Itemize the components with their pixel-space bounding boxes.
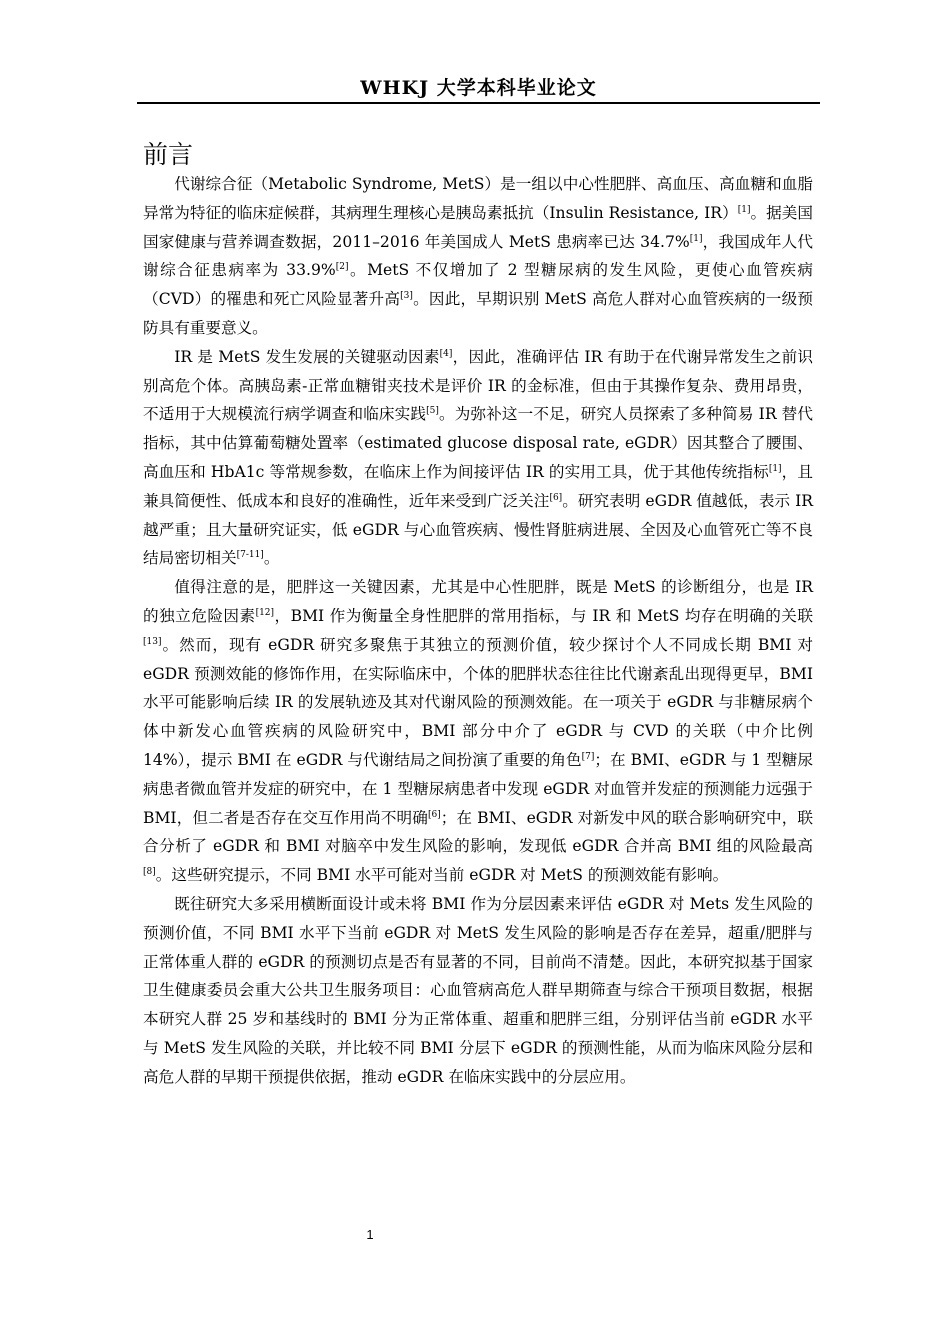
text-run: 。这些研究提示，不同 BMI 水平可能对当前 eGDR 对 MetS 的预测效能有影响。 xyxy=(155,866,729,885)
citation: [1] xyxy=(689,233,703,244)
paragraph xyxy=(143,343,813,573)
text-run: ；在 BMI、eGDR 对新发中风的联合影响研究中，联合分析了 eGDR 和 BMI 对脑卒中发生风险的影响，发现低 eGDR 合并高 BMI 组的风险最高 xyxy=(143,808,813,856)
citation: [8] xyxy=(143,867,156,878)
text-run: ，且兼具简便性、低成本和良好的准确性，近年来受到广泛关注 xyxy=(143,462,813,510)
citation: [12] xyxy=(255,607,275,618)
citation: [5] xyxy=(426,406,439,417)
citation: [7-11] xyxy=(236,550,264,561)
citation: [4] xyxy=(439,348,453,359)
text-run: 代谢综合征（Metabolic Syndrome, MetS）是一组以中心性肥胖、高血压、高血糖和血脂异常为特征的临床症候群，其病理生理核心是胰岛素抵抗（Insulin Resistance, IR） xyxy=(143,175,813,222)
text-run: 。研究表明 eGDR 值越低，表示 IR 越严重；且大量研究证实，低 eGDR 与心血管疾病、慢性肾脏病进展、全因及心血管死亡等不良结局密切相关 xyxy=(143,491,813,568)
text-run: 既往研究大多采用横断面设计或未将 BMI 作为分层因素来评估 eGDR 对 Mets 发生风险的预测价值，不同 BMI 水平下当前 eGDR 对 MetS 发生风险的影响是否存在差异，超重/肥胖与正常体重人群的 eGDR 的预测切点是否有显著的不同，目前尚不清楚。因此，本研究拟基于国家卫生健康委员会重大公共卫生服务项目：心血管病高危人群早期筛查与综合干预项目数据，根据本研究人群 25 岁和基线时的 BMI 分为正常体重、超重和肥胖三组，分别评估当前 eGDR 水平与 MetS 发生风险的关联，并比较不同 BMI 分层下 eGDR 的预测性能，从而为临床风险分层和高危人群的早期干预提供依据，推动 eGDR 在临床实践中的分层应用。 xyxy=(143,894,813,1086)
running-header: WHKJ 大学本科毕业论文 xyxy=(360,77,597,99)
citation: [6] xyxy=(549,492,563,503)
text-run: IR 是 MetS 发生发展的关键驱动因素 xyxy=(174,347,440,366)
citation: [1] xyxy=(737,204,751,215)
citation: [2] xyxy=(335,262,349,273)
section-title: 前言 xyxy=(143,140,194,169)
text-run: 。为弥补这一不足，研究人员探索了多种简易 IR 替代指标，其中估算葡萄糖处置率（estimated glucose disposal rate, eGDR）因其整合了腰围、高血压和 HbA1c 等常规参数，在临床上作为间接评估 IR 的实用工具，优于其他传统指标 xyxy=(143,405,813,481)
text-run: ；在 BMI、eGDR 与 1 型糖尿病患者微血管并发症的研究中，在 1 型糖尿病患者中发现 eGDR 对血管并发症的预测能力远强于 BMI，但二者是否存在交互作用尚不明确 xyxy=(143,750,814,827)
text-run: 。据美国国家健康与营养调查数据，2011–2016 年美国成人 MetS 患病率已达 34.7% xyxy=(143,203,813,251)
citation: [13] xyxy=(143,636,162,647)
text-run: ，因此，准确评估 IR 有助于在代谢异常发生之前识别高危个体。高胰岛素-正常血糖钳夹技术是评价 IR 的金标准，但由于其操作复杂、费用昂贵，不适用于大规模流行病学调查和临床实践 xyxy=(143,347,813,424)
citation: [1] xyxy=(768,463,782,474)
text-run: ，我国成年人代谢综合征患病率为 33.9% xyxy=(143,232,813,280)
text-run: 。 xyxy=(263,549,280,568)
text-run: ，BMI 作为衡量全身性肥胖的常用指标，与 IR 和 MetS 均存在明确的关联 xyxy=(274,606,813,625)
paragraph xyxy=(143,890,813,1092)
citation: [3] xyxy=(400,291,413,302)
paragraph xyxy=(143,573,813,890)
page-number: 1 xyxy=(366,1227,374,1242)
body-text xyxy=(143,170,813,1092)
paragraph xyxy=(143,170,813,343)
text-run: 。然而，现有 eGDR 研究多聚焦于其独立的预测价值，较少探讨个人不同成长期 BMI 对 eGDR 预测效能的修饰作用，在实际临床中，个体的肥胖状态往往比代谢紊乱出现得更早，BMI 水平可能影响后续 IR 的发展轨迹及其对代谢风险的预测效能。在一项关于 eGDR 与非糖尿病个体中新发心血管疾病的风险研究中，BMI 部分中介了 eGDR 与 CVD 的关联（中介比例 14%），提示 BMI 在 eGDR 与代谢结局之间扮演了重要的角色 xyxy=(143,635,813,769)
citation: [6] xyxy=(427,809,441,820)
text-run: 值得注意的是，肥胖这一关键因素，尤其是中心性肥胖，既是 MetS 的诊断组分，也是 IR 的独立危险因素 xyxy=(143,578,813,625)
header-rule xyxy=(137,102,820,104)
text-run: 。因此，早期识别 MetS 高危人群对心血管疾病的一级预防具有重要意义。 xyxy=(143,290,814,337)
text-run: 。MetS 不仅增加了 2 型糖尿病的发生风险，更使心血管疾病（CVD）的罹患和死亡风险显著升高 xyxy=(143,261,814,309)
citation: [7] xyxy=(581,751,595,762)
